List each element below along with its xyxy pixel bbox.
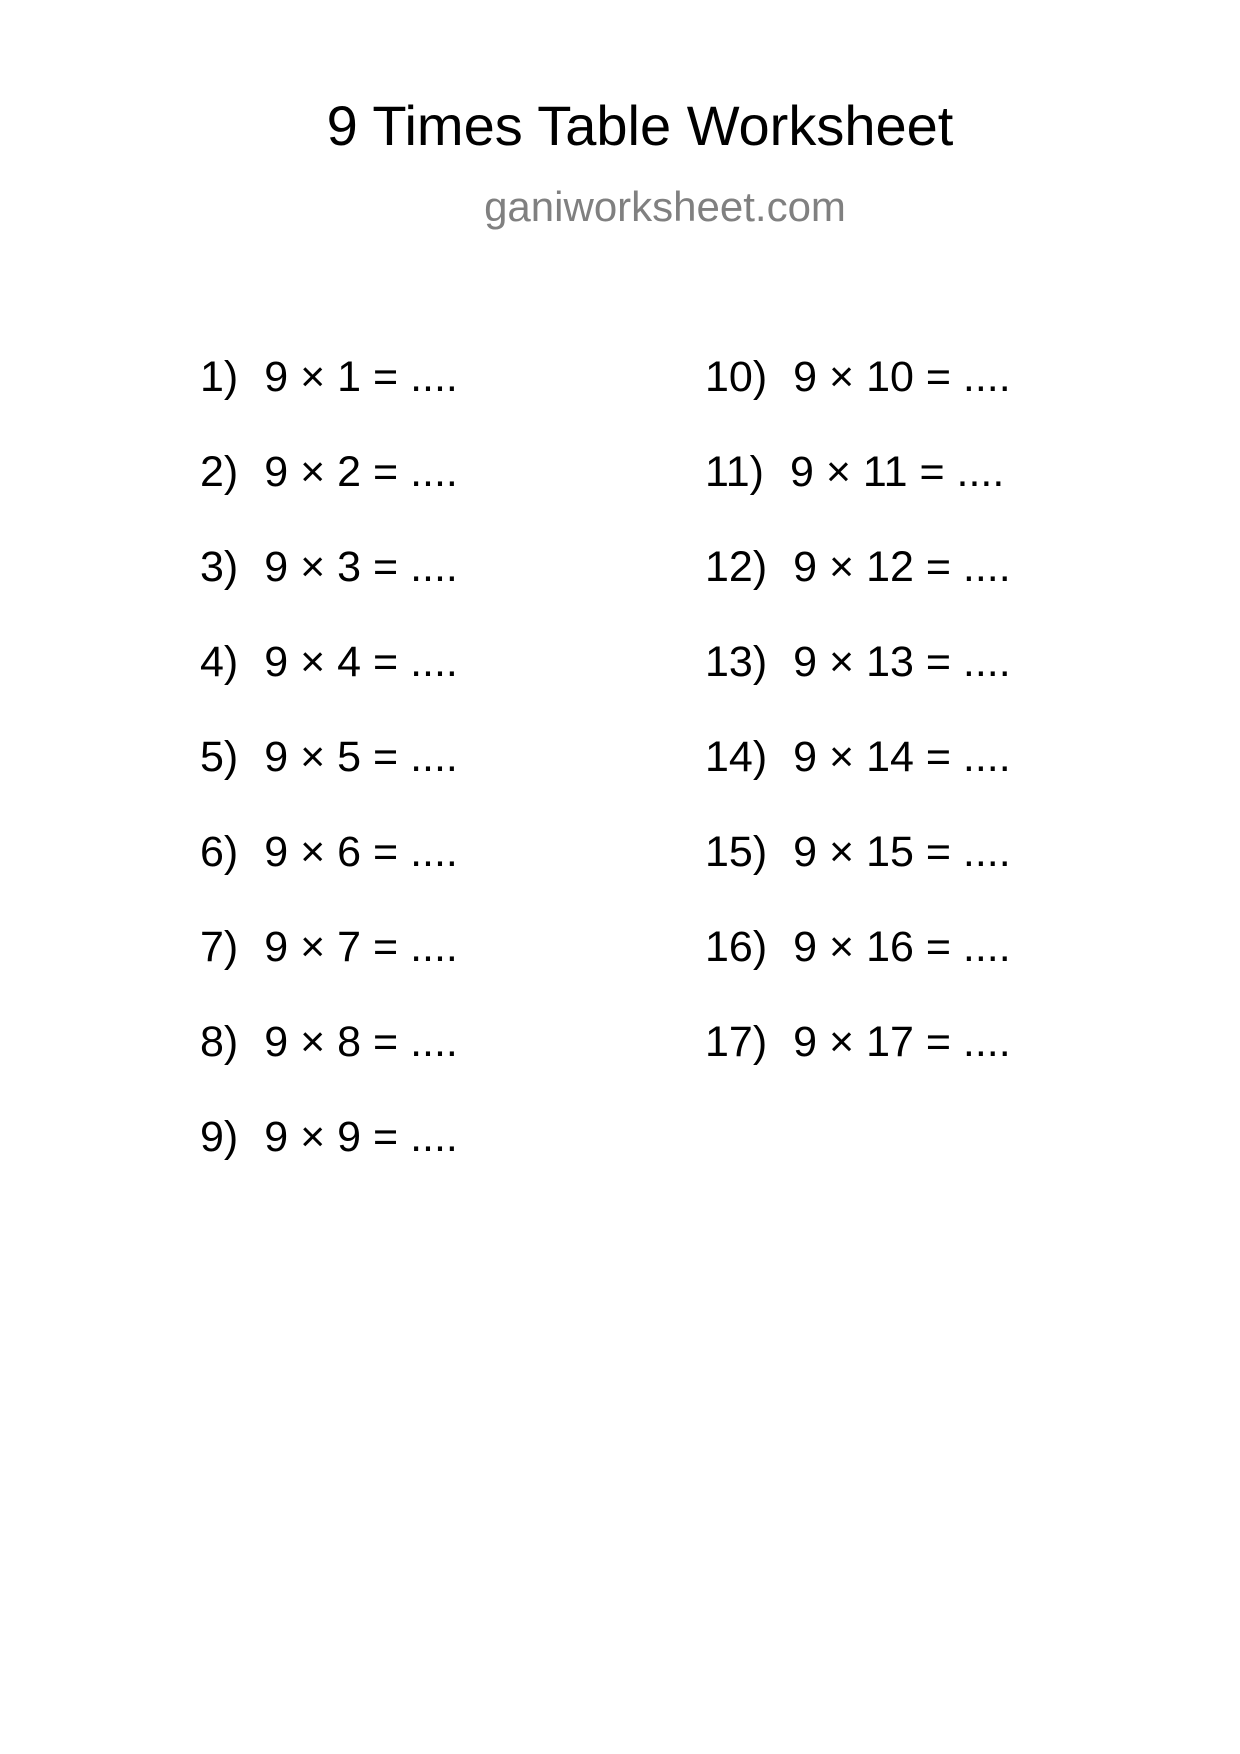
problem-number: 11)	[705, 448, 764, 496]
problem-number: 9)	[200, 1113, 239, 1161]
problem-number: 3)	[200, 543, 239, 591]
problem-expression: 9 × 4 = ....	[264, 638, 458, 686]
problem-item	[200, 923, 458, 971]
problem-number: 1)	[200, 353, 239, 401]
problem-number: 12)	[705, 543, 768, 591]
problem-number: 5)	[200, 733, 239, 781]
problem-item	[705, 543, 1011, 591]
problem-number: 15)	[705, 828, 768, 876]
problem-expression: 9 × 5 = ....	[264, 733, 458, 781]
problem-expression: 9 × 6 = ....	[264, 828, 458, 876]
problem-number: 17)	[705, 1018, 768, 1066]
problem-expression: 9 × 3 = ....	[264, 543, 458, 591]
problem-expression: 9 × 8 = ....	[264, 1018, 458, 1066]
problem-item	[200, 828, 458, 876]
problem-item	[200, 543, 458, 591]
problem-item	[200, 1018, 458, 1066]
problem-number: 7)	[200, 923, 239, 971]
problem-expression: 9 × 13 = ....	[793, 638, 1011, 686]
problem-expression: 9 × 16 = ....	[793, 923, 1011, 971]
problem-item	[705, 448, 1005, 496]
problem-number: 6)	[200, 828, 239, 876]
problem-number: 14)	[705, 733, 768, 781]
problem-expression: 9 × 10 = ....	[793, 353, 1011, 401]
problem-number: 4)	[200, 638, 239, 686]
problem-expression: 9 × 12 = ....	[793, 543, 1011, 591]
problem-number: 10)	[705, 353, 768, 401]
problem-item	[705, 733, 1011, 781]
problem-item	[705, 638, 1011, 686]
worksheet-subtitle: ganiworksheet.com	[484, 183, 846, 230]
problem-item	[705, 923, 1011, 971]
problem-expression: 9 × 2 = ....	[264, 448, 458, 496]
problem-expression: 9 × 11 = ....	[789, 448, 1005, 496]
problem-item	[200, 448, 458, 496]
problem-expression: 9 × 17 = ....	[793, 1018, 1011, 1066]
problem-number: 16)	[705, 923, 768, 971]
problem-expression: 9 × 14 = ....	[793, 733, 1011, 781]
problem-expression: 9 × 9 = ....	[264, 1113, 458, 1161]
problem-item	[705, 353, 1011, 401]
problem-item	[200, 1113, 458, 1161]
problem-item	[200, 353, 458, 401]
problem-item	[705, 828, 1011, 876]
problem-item	[200, 638, 458, 686]
problem-expression: 9 × 7 = ....	[264, 923, 458, 971]
problem-number: 2)	[200, 448, 239, 496]
problem-expression: 9 × 1 = ....	[264, 353, 458, 401]
problem-item	[705, 1018, 1011, 1066]
worksheet-title: 9 Times Table Worksheet	[326, 94, 954, 157]
problem-number: 13)	[705, 638, 768, 686]
problem-item	[200, 733, 458, 781]
problem-expression: 9 × 15 = ....	[793, 828, 1011, 876]
problem-number: 8)	[200, 1018, 239, 1066]
